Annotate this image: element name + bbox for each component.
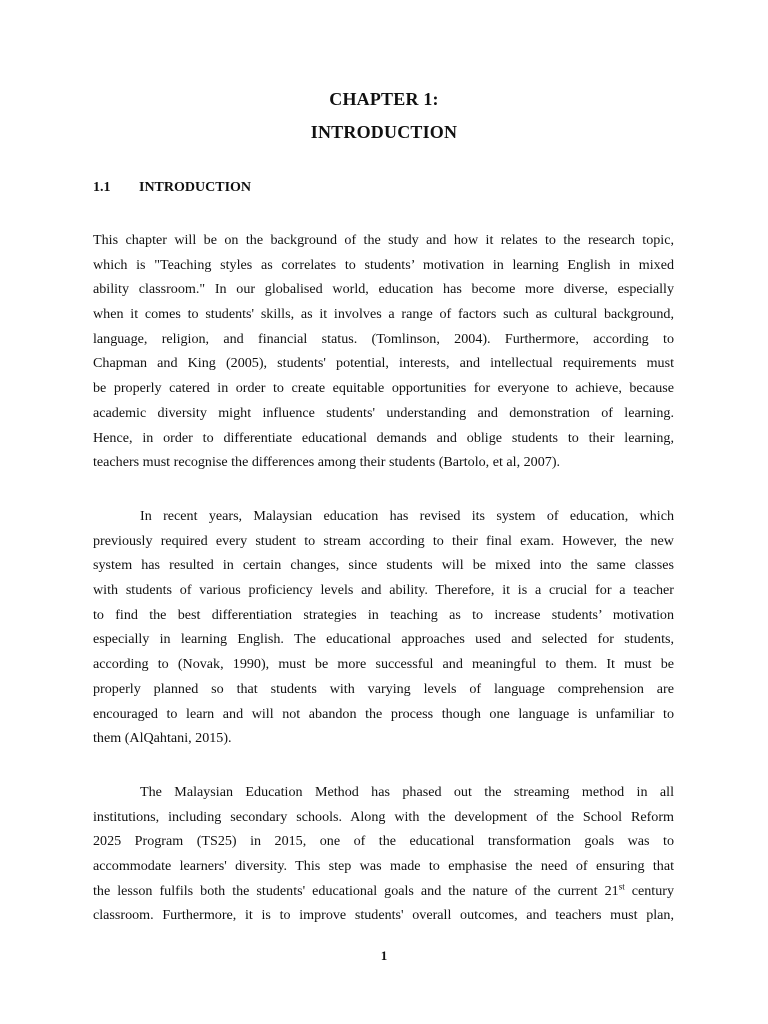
line-text-continued: century — [624, 882, 674, 899]
paragraph-2 — [93, 504, 674, 751]
paragraph-line: especially in learning English. The educational approaches used and selected for students, — [93, 631, 674, 648]
paragraph-line: ability classroom." In our globalised world, education has become more diverse, especially — [93, 281, 674, 298]
chapter-title-heading: INTRODUCTION — [310, 122, 458, 142]
paragraph-line: previously required every student to stream according to their final exam. However, the new — [93, 532, 674, 549]
page-number: 1 — [380, 948, 388, 963]
section-title: INTRODUCTION — [139, 180, 252, 195]
paragraph-line: them (AlQahtani, 2015). — [93, 730, 232, 747]
paragraph-line: with students of various proficiency levels and ability. Therefore, it is a crucial for a teacher — [93, 582, 674, 599]
paragraph-line: when it comes to students' skills, as it involves a range of factors such as cultural background, — [93, 306, 674, 323]
paragraph-line: teachers must recognise the differences among their students (Bartolo, et al, 2007). — [93, 454, 561, 471]
chapter-number-heading: CHAPTER 1: — [329, 89, 439, 109]
paragraph-line: Chapman and King (2005), students' potential, interests, and intellectual requirements must — [93, 355, 674, 372]
line-text: the lesson fulfils both the students' educational goals and the nature of the current 21 — [93, 882, 619, 899]
paragraph-line: This chapter will be on the background of the study and how it relates to the research topic, — [93, 232, 674, 248]
paragraph-line: language, religion, and financial status. (Tomlinson, 2004). Furthermore, according to — [93, 330, 674, 347]
paragraph-line: encouraged to learn and will not abandon the process though one language is unfamiliar to — [93, 705, 674, 722]
paragraph-line: according to (Novak, 1990), must be more successful and meaningful to them. It must be — [93, 656, 674, 673]
paragraph-line: institutions, including secondary schools. Along with the development of the School Reform — [93, 808, 674, 825]
paragraph-line: In recent years, Malaysian education has revised its system of education, which — [140, 508, 674, 524]
paragraph-line-with-superscript — [93, 879, 674, 904]
paragraph-line: to find the best differentiation strategies in teaching as to increase students’ motivation — [93, 606, 674, 623]
section-number: 1.1 — [93, 180, 111, 195]
section-heading — [93, 180, 251, 196]
paragraph-1 — [93, 228, 674, 475]
paragraph-line: classroom. Furthermore, it is to improve students' overall outcomes, and teachers must plan, — [93, 907, 674, 924]
paragraph-line: accommodate learners' diversity. This step was made to emphasise the need of ensuring that — [93, 858, 674, 875]
paragraph-line: 2025 Program (TS25) in 2015, one of the educational transformation goals was to — [93, 833, 674, 850]
paragraph-line: properly planned so that students with varying levels of language comprehension are — [93, 680, 674, 697]
paragraph-line: The Malaysian Education Method has phased out the streaming method in all — [140, 784, 674, 800]
paragraph-3 — [93, 780, 674, 928]
paragraph-line: system has resulted in certain changes, since students will be mixed into the same classes — [93, 557, 674, 574]
superscript-ordinal: st — [618, 881, 625, 892]
paragraph-line: academic diversity might influence students' understanding and demonstration of learning. — [93, 404, 674, 421]
paragraph-line: be properly catered in order to create equitable opportunities for everyone to achieve, because — [93, 380, 674, 397]
paragraph-line: Hence, in order to differentiate educational demands and oblige students to their learning, — [93, 429, 674, 446]
paragraph-line: which is "Teaching styles as correlates to students’ motivation in learning English in mixed — [93, 256, 674, 273]
